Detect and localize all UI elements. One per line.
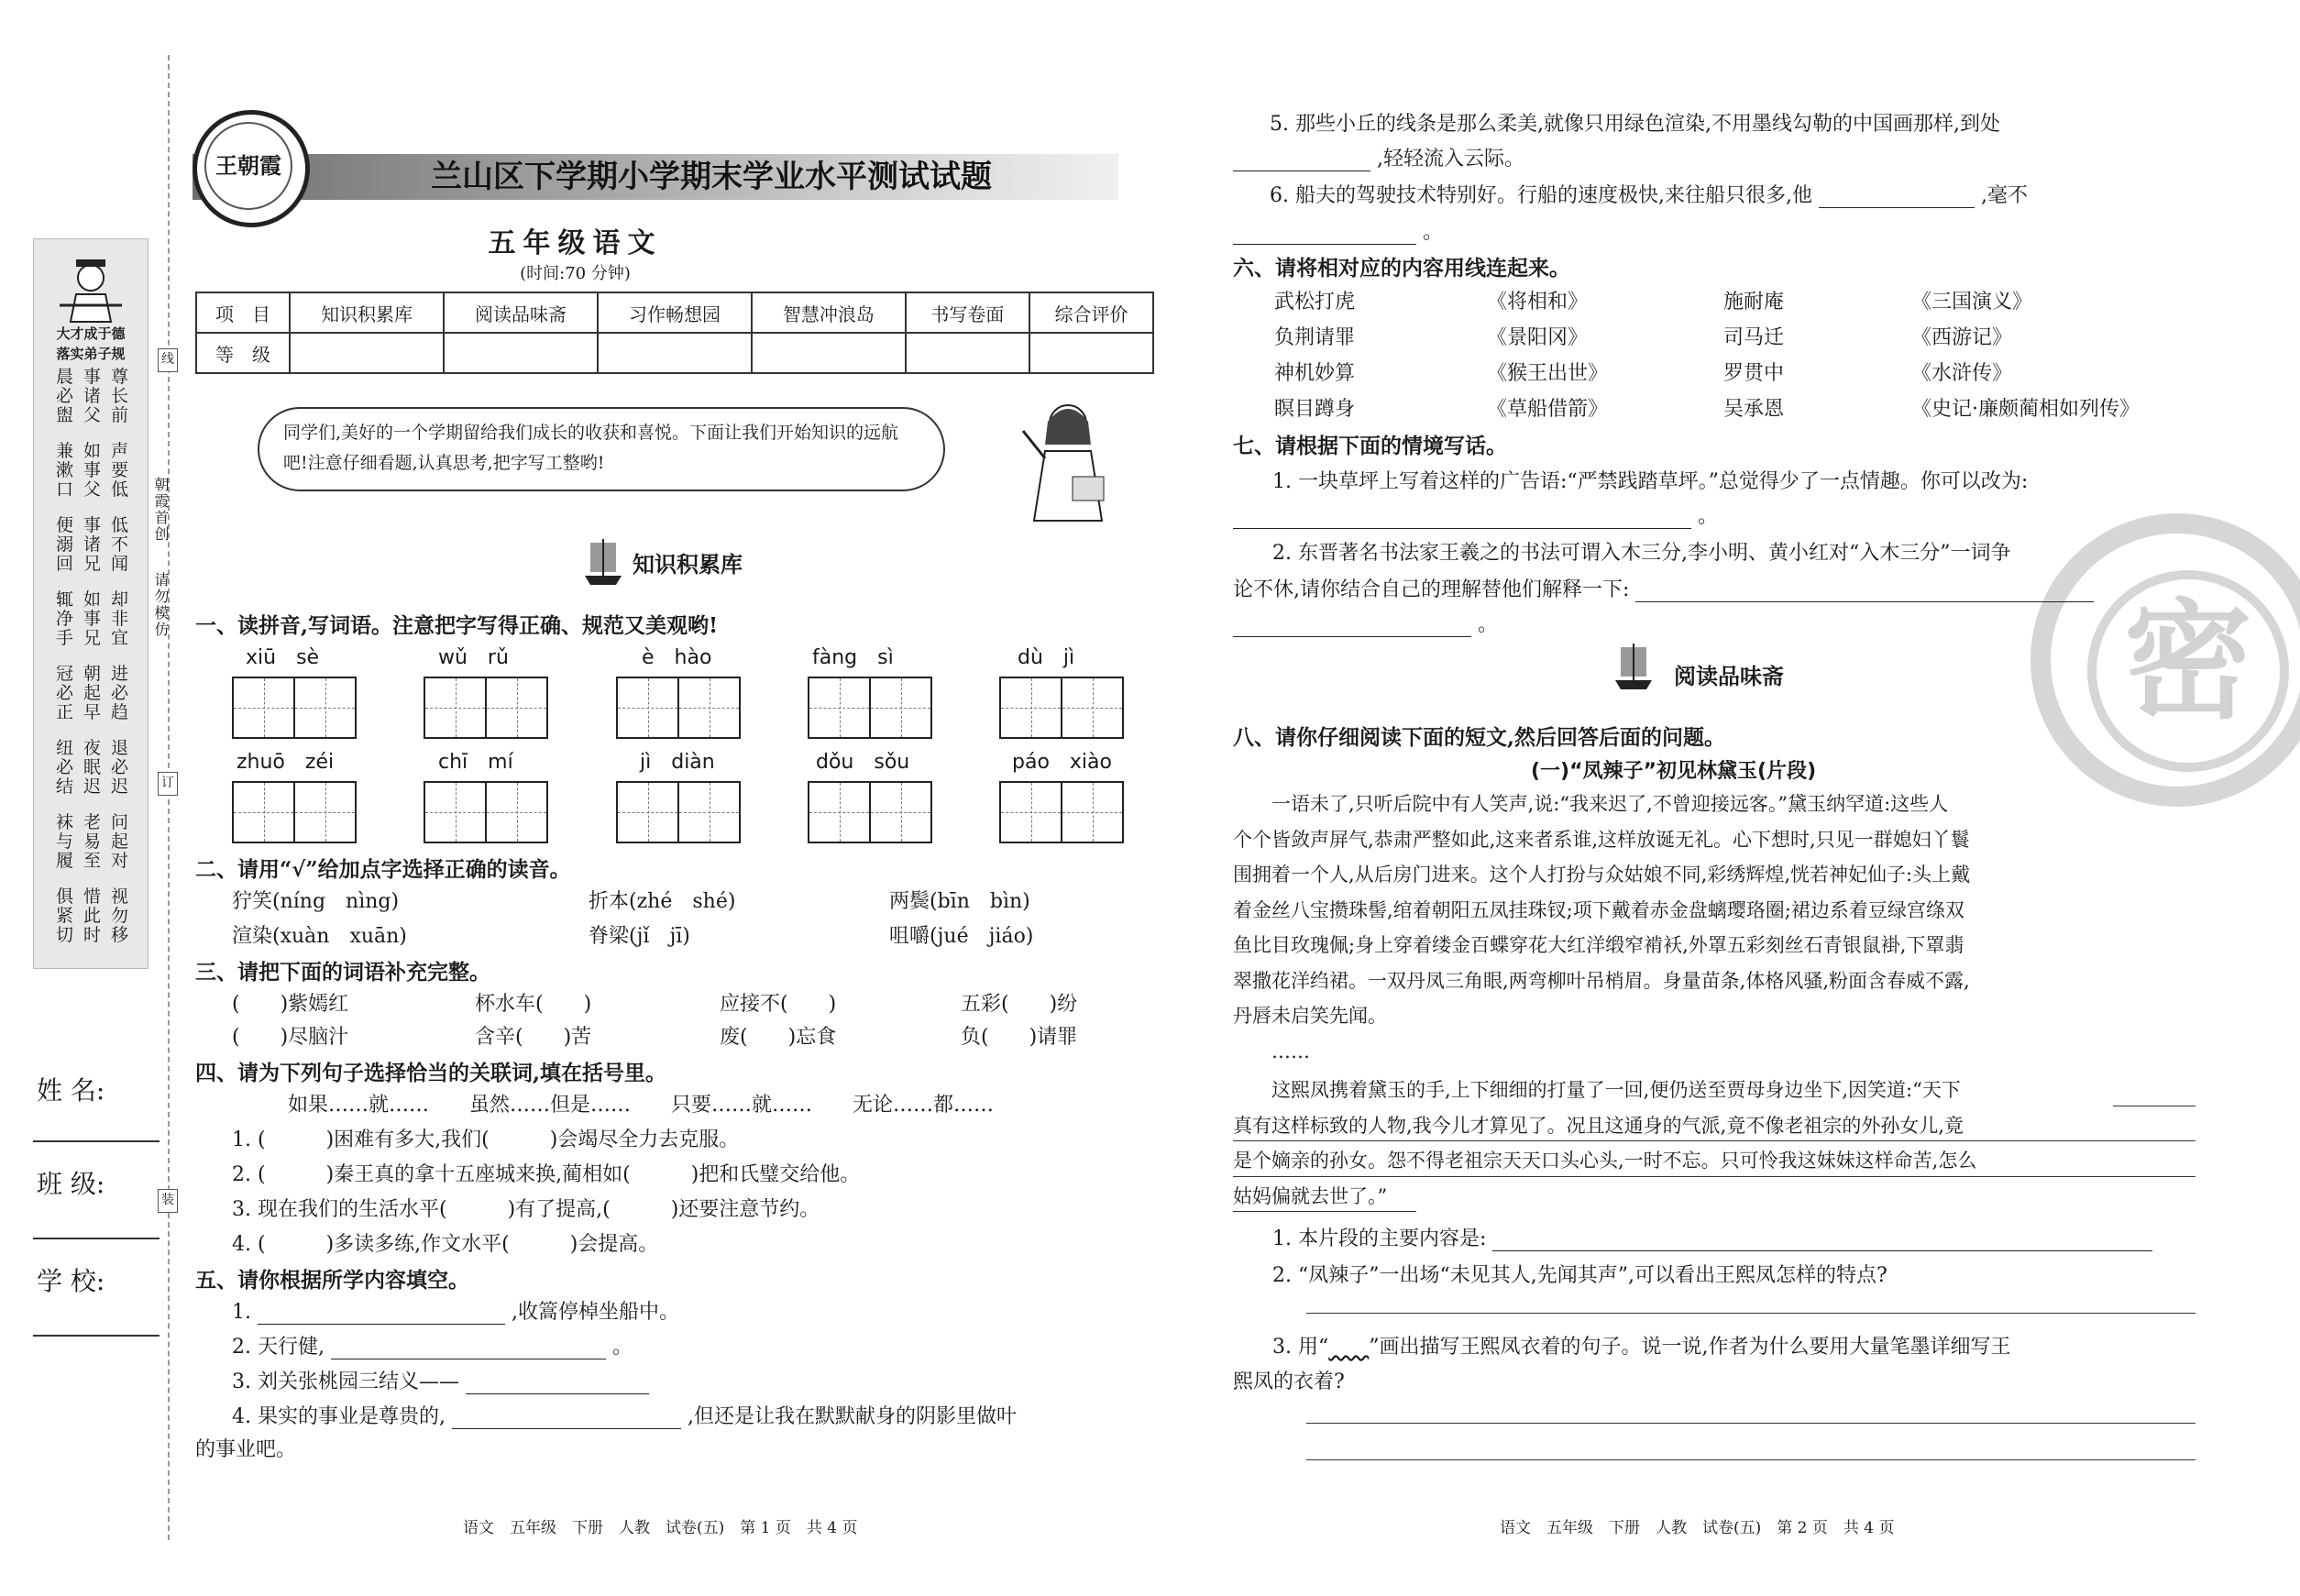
writing-grid[interactable] (232, 781, 357, 843)
q3-item[interactable]: ( )紫嫣红 (232, 993, 349, 1016)
q5-heading: 五、请你根据所学内容填空。 (195, 1268, 469, 1293)
q4-options: 如果……就…… 虽然……但是…… 只要……就…… 无论……都…… (288, 1094, 995, 1117)
q3-item[interactable]: 五彩( )纷 (961, 993, 1078, 1016)
passage-line: 个个皆敛声屏气,恭肃严整如此,这来者系谁,这样放诞无礼。心下想时,只见一群媳妇丫鬟 (1233, 828, 1970, 851)
q5-6-blank-2[interactable] (1233, 224, 1416, 245)
q2-item[interactable]: 渲染(xuàn xuān) (232, 925, 407, 948)
subject-title: 五年级语文 (488, 227, 663, 259)
q7-2-answer (1233, 609, 1498, 637)
q7-2-blank-2[interactable] (1233, 616, 1471, 637)
q2-heading: 二、请用“√”给加点字选择正确的读音。 (195, 857, 571, 882)
motto-column: 低不闻 (111, 515, 129, 574)
grade-input[interactable] (906, 333, 1029, 373)
match-item[interactable]: 瞑目蹲身 (1274, 398, 1356, 421)
passage-line: 真有这样标致的人物,我今儿才算见了。况且这通身的气派,竟不像老祖宗的外孙女儿,竟 (1233, 1114, 1964, 1137)
pinyin-label: zhuō zéi (237, 751, 335, 774)
writing-grid[interactable] (808, 781, 932, 843)
q3-item[interactable]: 含辛( )苦 (475, 1026, 592, 1049)
sailboat-icon (1613, 642, 1654, 691)
q7-1-line: 1. 一块草坪上写着这样的广告语:“严禁践踏草坪。”总觉得少了一点情趣。你可以改为: (1272, 470, 2029, 493)
q5-5-line: 5. 那些小丘的线条是那么柔美,就像只用绿色渲染,不用墨线勾勒的中国画那样,到处 (1270, 113, 2000, 136)
motto-column: 惜此时 (83, 886, 102, 945)
score-cell: 综合评价 (1029, 292, 1153, 333)
grade-input[interactable] (752, 333, 906, 373)
match-item[interactable]: 负荆请罪 (1274, 326, 1356, 349)
passage-line: 围拥着一个人,从后房门进来。这个人打扮与众姑娘不同,彩绣辉煌,恍若神妃仙子:头上戴 (1233, 864, 1971, 886)
writing-grid[interactable] (999, 677, 1124, 739)
q4-line[interactable]: 3. 现在我们的生活水平( )有了提高,( )还要注意节约。 (232, 1198, 820, 1221)
underline-mark (1233, 1140, 2195, 1141)
passage-line: 丹唇未启笑先闻。 (1233, 1005, 1387, 1027)
name-field[interactable] (33, 1140, 160, 1142)
q3-item[interactable]: 废( )忘食 (720, 1026, 837, 1049)
publisher-logo (193, 110, 310, 227)
motto-column: 老易至 (83, 812, 102, 871)
score-cell: 阅读品味斋 (444, 292, 598, 333)
passage-ellipsis: …… (1271, 1040, 1310, 1062)
q5-line-3 (232, 1366, 649, 1394)
q8-heading: 八、请你仔细阅读下面的短文,然后回答后面的问题。 (1233, 725, 1726, 750)
q3-item[interactable]: 负( )请罪 (961, 1026, 1078, 1049)
match-item[interactable]: 《水浒传》 (1911, 362, 2013, 385)
writing-grid[interactable] (808, 677, 932, 739)
passage-line: 是个嫡亲的孙女。怨不得老祖宗天天口头心头,一时不忘。只可怜我这妹妹这样命苦,怎么 (1233, 1150, 1977, 1172)
motto-column: 兼漱口 (56, 441, 74, 500)
motto-panel (33, 238, 149, 969)
q5-l3-blank[interactable] (466, 1373, 649, 1394)
motto-column: 朝起早 (83, 664, 102, 722)
sub-question-3 (1272, 1331, 2011, 1359)
q7-1-answer (1233, 501, 1718, 529)
q7-heading: 七、请根据下面的情境写话。 (1233, 434, 1507, 458)
motto-top-2: 落实弟子规 (56, 346, 126, 362)
match-item[interactable]: 神机妙算 (1274, 362, 1356, 385)
q5-l4-prefix: 4. 果实的事业是尊贵的, (232, 1405, 446, 1428)
q5-6-cont (1233, 216, 1443, 245)
motto-column: 辄净手 (56, 589, 74, 648)
motto-column: 晨必盥 (56, 367, 74, 425)
q4-line[interactable]: 2. ( )秦王真的拿十五座城来换,蔺相如( )把和氏璧交给他。 (232, 1163, 861, 1186)
binding-mark-1: 线 (158, 348, 178, 372)
q5-line-1 (232, 1296, 679, 1325)
score-table (195, 292, 1154, 374)
q5-5-suffix: ,轻轻流入云际。 (1377, 148, 1524, 171)
pinyin-label: wǔ rǔ (438, 646, 509, 669)
q1-heading: 一、读拼音,写词语。注意把字写得正确、规范又美观哟! (195, 613, 719, 638)
passage-title: (一)“凤辣子”初见林黛玉(片段) (1531, 760, 1817, 783)
writing-grid[interactable] (424, 781, 548, 843)
writing-grid[interactable] (999, 781, 1124, 843)
motto-column: 退必迟 (111, 738, 129, 797)
pinyin-label: jì diàn (640, 751, 715, 774)
passage-line: 鱼比目玫瑰佩;身上穿着缕金百蝶穿花大红洋缎窄褃袄,外罩五彩刻丝石青银鼠褂,下罩翡 (1233, 934, 1964, 956)
sub3-suffix: ”画出描写王熙凤衣着的句子。说一说,作者为什么要用大量笔墨详细写王 (1369, 1336, 2011, 1359)
q2-item[interactable]: 两鬓(bīn bìn) (889, 890, 1030, 913)
q4-line[interactable]: 4. ( )多读多练,作文水平( )会提高。 (232, 1233, 659, 1256)
q4-heading: 四、请为下列句子选择恰当的关联词,填在括号里。 (195, 1061, 667, 1085)
q5-6-line (1270, 180, 2028, 208)
pinyin-label: fàng sì (812, 646, 894, 669)
sub-question-2: 2. “凤辣子”一出场“未见其人,先闻其声”,可以看出王熙凤怎样的特点? (1272, 1264, 1887, 1287)
q5-l4-blank[interactable] (452, 1408, 681, 1429)
q5-line-4 (232, 1401, 1017, 1429)
motto-column: 事诸父 (83, 367, 102, 425)
score-cell: 知识积累库 (290, 292, 444, 333)
q7-1-blank[interactable] (1233, 508, 1691, 529)
match-item[interactable]: 《猴王出世》 (1487, 362, 1609, 385)
writing-grid[interactable] (232, 677, 357, 739)
answer-line[interactable] (1306, 1459, 2195, 1460)
motto-column: 尊长前 (111, 367, 129, 425)
q4-line[interactable]: 1. ( )困难有多大,我们( )会竭尽全力去克服。 (232, 1128, 740, 1151)
motto-column: 纽必结 (56, 738, 74, 797)
pinyin-label: è hào (642, 646, 712, 669)
class-field[interactable] (33, 1238, 160, 1239)
q3-heading: 三、请把下面的词语补充完整。 (195, 960, 490, 985)
confidential-stamp (2030, 513, 2300, 807)
sub1-text: 1. 本片段的主要内容是: (1272, 1227, 1487, 1250)
q3-item[interactable]: ( )尽脑汁 (232, 1026, 349, 1049)
underline-mark (1233, 1211, 1416, 1212)
time-note: (时间:70 分钟) (520, 264, 631, 283)
side-note-2: 请勿模仿 (152, 572, 170, 638)
passage-paragraph-1 (1233, 787, 2195, 1069)
q7-2-blank[interactable] (1635, 581, 2094, 602)
q5-l1-prefix: 1. (232, 1301, 251, 1324)
q2-item[interactable]: 咀嚼(jué jiáo) (889, 925, 1034, 948)
passage-line: 着金丝八宝攒珠髻,绾着朝阳五凤挂珠钗;项下戴着赤金盘螭璎珞圈;裙边系着豆绿宫绦双 (1233, 898, 1964, 921)
motto-column: 却非宜 (111, 589, 129, 648)
grade-input[interactable] (290, 333, 444, 373)
q5-l2-suffix: 。 (611, 1336, 633, 1359)
name-label: 姓 名: (37, 1075, 105, 1106)
passage-line: 这熙凤携着黛玉的手,上下细细的打量了一回,便仍送至贾母身边坐下,因笑道:“天下 (1271, 1079, 1961, 1101)
score-cell: 书写卷面 (906, 292, 1029, 333)
match-item[interactable]: 武松打虎 (1274, 291, 1356, 314)
score-cell: 习作畅想园 (598, 292, 752, 333)
score-table-header-row (196, 292, 1153, 333)
q5-6-suffix: ,毫不 (1980, 184, 2028, 207)
section-knowledge-heading: 知识积累库 (633, 551, 743, 578)
q5-l2-prefix: 2. 天行健, (232, 1336, 325, 1359)
score-cell: 智慧冲浪岛 (752, 292, 906, 333)
motto-column: 袜与履 (56, 812, 74, 871)
motto-column: 俱紧切 (56, 886, 74, 945)
q2-item[interactable]: 狞笑(níng nìng) (232, 890, 400, 913)
score-table-grade-row (196, 333, 1153, 373)
q5-line-2 (232, 1331, 633, 1359)
logo-text: 王朝霞 (204, 122, 292, 210)
binding-mark-3: 装 (158, 1189, 178, 1213)
pinyin-label: páo xiào (1012, 751, 1112, 774)
writing-grid[interactable] (616, 781, 741, 843)
sub-question-1 (1272, 1223, 2152, 1251)
class-label: 班 级: (37, 1169, 105, 1199)
writing-grid[interactable] (424, 677, 548, 739)
q5-l4-suffix: ,但还是让我在默默献身的阴影里做叶 (687, 1405, 1017, 1428)
q5-l1-blank[interactable] (258, 1304, 505, 1325)
pinyin-label: chī mí (438, 751, 513, 774)
q5-l3-prefix: 3. 刘关张桃园三结义—— (232, 1370, 459, 1393)
match-item[interactable]: 《草船借箭》 (1487, 398, 1609, 421)
passage-line: 翠撒花洋绉裙。一双丹凤三角眼,两弯柳叶吊梢眉。身量苗条,体格风骚,粉面含春威不露, (1233, 969, 1970, 992)
passage-line: 姑妈偏就去世了。” (1233, 1184, 1388, 1207)
sub3-prefix: 3. 用“ (1272, 1336, 1329, 1359)
q7-2-prefix: 论不休,请你结合自己的理解替他们解释一下: (1233, 578, 1630, 601)
score-cell: 项 目 (196, 292, 290, 333)
q3-item[interactable]: 应接不( ) (720, 993, 837, 1016)
school-label: 学 校: (37, 1266, 105, 1296)
q5-6-blank[interactable] (1819, 187, 1975, 208)
match-item[interactable]: 《景阳冈》 (1487, 326, 1589, 349)
score-cell: 等 级 (196, 333, 290, 373)
q2-item[interactable]: 脊梁(jǐ jī) (589, 925, 690, 948)
motto-column: 声要低 (111, 441, 129, 500)
motto-column: 如事兄 (83, 589, 102, 648)
side-note-1: 朝霞首创 (152, 477, 170, 543)
motto-column: 便溺回 (56, 515, 74, 574)
motto-column: 夜眠迟 (83, 738, 102, 797)
q3-item[interactable]: 杯水车( ) (475, 993, 592, 1016)
motto-column: 事诸兄 (83, 515, 102, 574)
passage-paragraph-2 (1233, 1073, 2195, 1214)
pinyin-label: dǒu sǒu (816, 751, 910, 774)
q5-l1-suffix: ,收篙停棹坐船中。 (512, 1301, 679, 1324)
page-footer-right: 语文 五年级 下册 人教 试卷(五) 第 2 页 共 4 页 (1500, 1519, 1895, 1537)
grade-input[interactable] (598, 333, 752, 373)
school-field[interactable] (33, 1335, 160, 1337)
q7-2-line-2 (1233, 574, 2094, 602)
motto-column: 冠必正 (56, 664, 74, 722)
motto-top-1: 大才成于德 (56, 325, 126, 342)
q5-line-4-cont: 的事业吧。 (195, 1438, 297, 1461)
q7-2-end: 。 (1478, 613, 1499, 636)
match-item[interactable]: 吴承恩 (1723, 398, 1785, 421)
q5-5-cont (1233, 143, 1524, 171)
q5-5-blank[interactable] (1233, 150, 1370, 171)
stamp-glyph: 密 (2087, 570, 2289, 772)
greeting-bubble: 同学们,美好的一个学期留给我们成长的收获和喜悦。下面让我们开始知识的远航吧!注意仔细看题,认真思考,把字写工整哟! (258, 407, 945, 491)
teacher-illustration (1018, 394, 1118, 523)
q5-6-end: 。 (1423, 221, 1444, 244)
grade-input[interactable] (1029, 333, 1153, 373)
wavy-line-mark (1328, 1336, 1369, 1359)
motto-column: 视勿移 (111, 886, 129, 945)
motto-column: 如事父 (83, 441, 102, 500)
motto-column: 问起对 (111, 812, 129, 871)
pinyin-label: dù jì (1018, 646, 1075, 669)
q5-6-prefix: 6. 船夫的驾驶技术特别好。行船的速度极快,来往船只很多,他 (1270, 184, 1812, 207)
match-item[interactable]: 司马迁 (1723, 326, 1785, 349)
q5-l2-blank[interactable] (331, 1338, 606, 1359)
q6-heading: 六、请将相对应的内容用线连起来。 (1233, 256, 1570, 281)
answer-line[interactable] (1306, 1423, 2195, 1424)
sub-question-3-cont: 熙凤的衣着? (1233, 1370, 1345, 1393)
passage-line: 一语未了,只听后院中有人笑声,说:“我来迟了,不曾迎接远客。”黛玉纳罕道:这些人 (1271, 793, 1949, 815)
match-item[interactable]: 罗贯中 (1723, 362, 1785, 385)
q7-2-line: 2. 东晋著名书法家王羲之的书法可谓入木三分,李小明、黄小红对“入木三分”一词争 (1272, 542, 2011, 565)
match-item[interactable]: 《西游记》 (1911, 326, 2013, 349)
match-item[interactable]: 《史记·廉颇蔺相如列传》 (1911, 398, 2140, 421)
writing-grid[interactable] (616, 677, 741, 739)
grade-input[interactable] (444, 333, 598, 373)
exam-title: 兰山区下学期小学期末学业水平测试试题 (431, 159, 992, 195)
sailboat-icon (583, 537, 623, 587)
answer-line[interactable] (1306, 1313, 2195, 1314)
sub1-answer[interactable] (1492, 1230, 2152, 1251)
page-footer-left: 语文 五年级 下册 人教 试卷(五) 第 1 页 共 4 页 (463, 1519, 858, 1537)
match-item[interactable]: 《将相和》 (1487, 291, 1589, 314)
underline-mark (1233, 1176, 2195, 1177)
motto-column: 进必趋 (111, 664, 129, 722)
match-item[interactable]: 施耐庵 (1723, 291, 1785, 314)
q7-1-end: 。 (1698, 505, 1719, 528)
match-item[interactable]: 《三国演义》 (1911, 291, 2033, 314)
q2-item[interactable]: 折本(zhé shé) (589, 890, 736, 913)
section-reading-heading: 阅读品味斋 (1674, 663, 1784, 689)
pinyin-label: xiū sè (246, 646, 320, 669)
binding-mark-2: 订 (158, 772, 178, 796)
